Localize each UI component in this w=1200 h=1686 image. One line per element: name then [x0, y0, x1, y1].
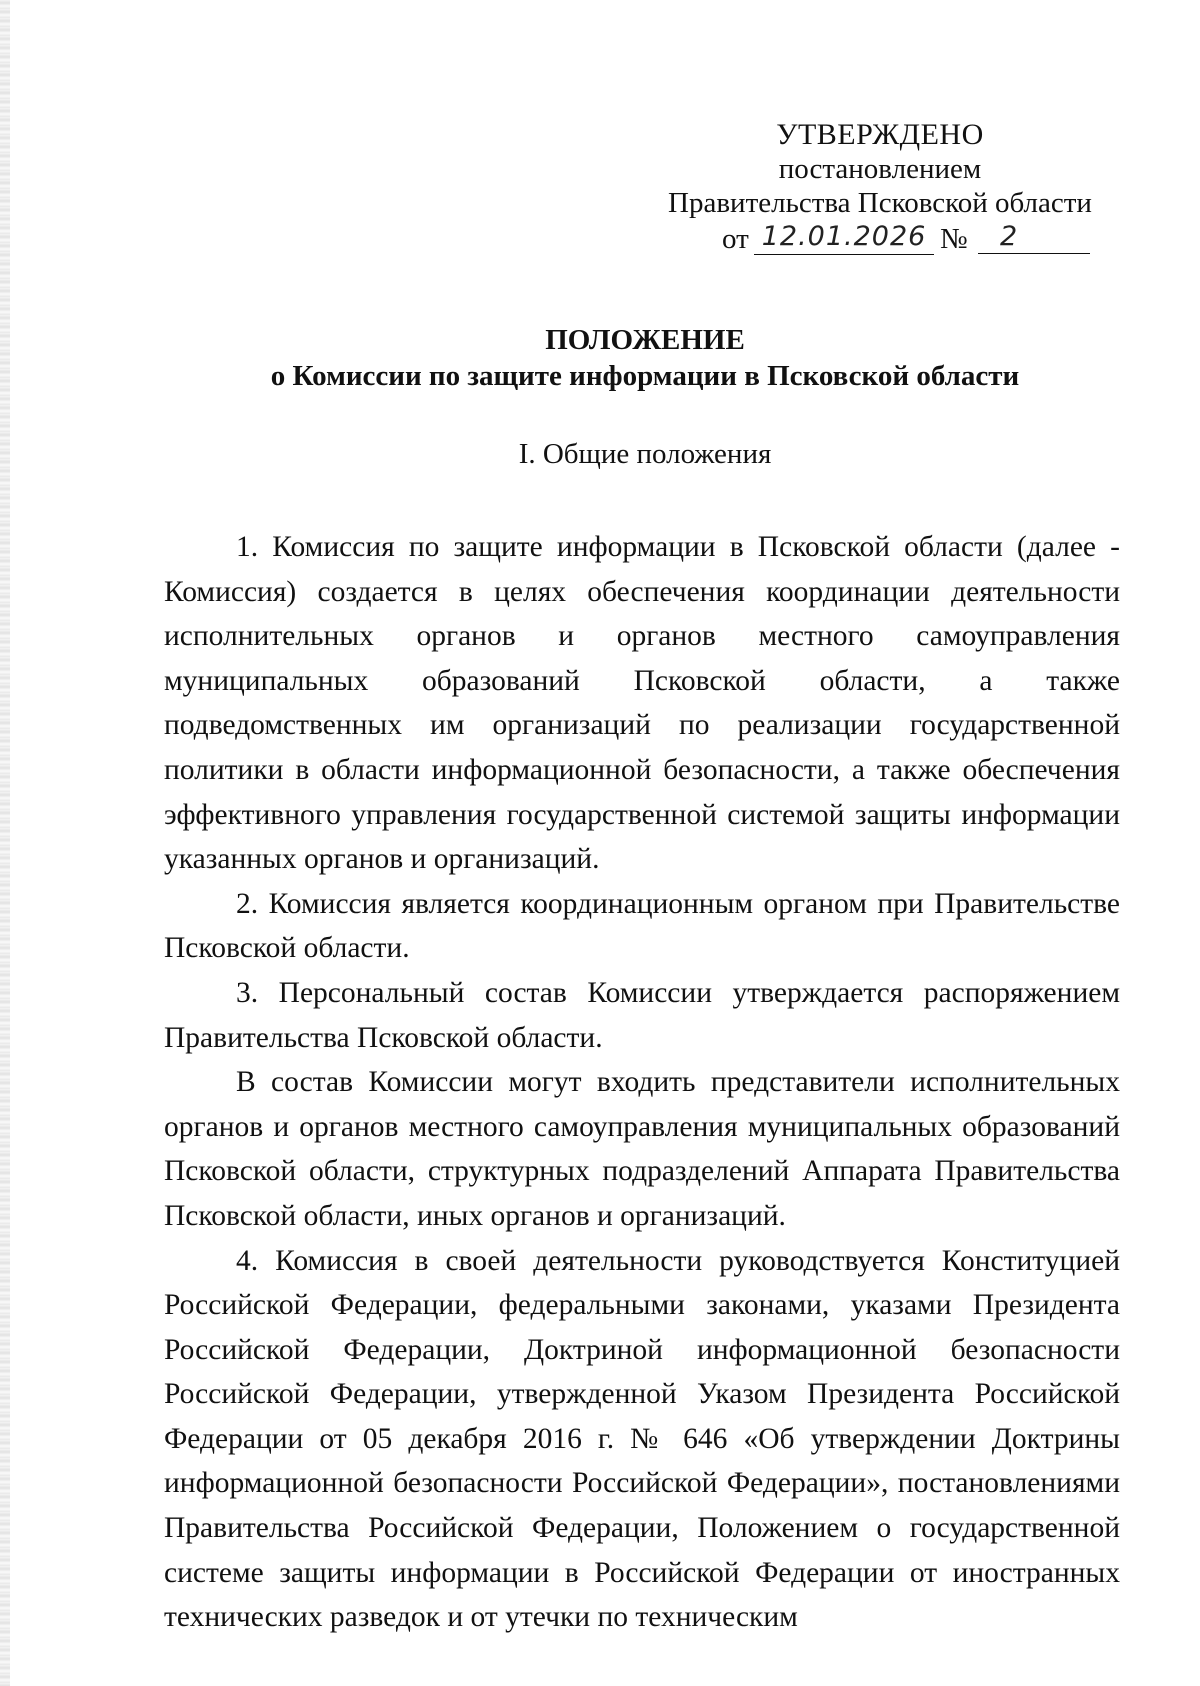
from-label: от: [722, 223, 749, 255]
approved-by-decree: постановлением: [778, 153, 982, 185]
paragraph-4: 4. Комиссия в своей деятельности руководствуется Конституцией Российской Федерации, федеральными законами, указами Президента Российской Федерации, Доктриной информационной безопасности Российской Федерации, утвержденной Указом Президента Российской Федерации от 05 декабря 2016 г. № 646 «Об утверждении Доктрины информационной безопасности Российской Федерации», постановлениями Правительства Российской Федерации, Положением о государственной системе защиты информации в Российской Федерации от иностранных технических разведок и от утечки по техническим: [164, 1244, 1120, 1634]
paragraph-1: 1. Комиссия по защите информации в Псковской области (далее - Комиссия) создается в целях обеспечения координации деятельности исполнительных органов и органов местного самоуправления муниципальных образований Псковской области, а также подведомственных им организаций по реализации государственной политики в области информационной безопасности, а также обеспечения эффективного управления государственной системой защиты информации указанных органов и организаций.: [164, 531, 1120, 876]
scan-edge: [0, 0, 10, 1686]
document-body: [164, 525, 1120, 1640]
decree-date-line: [640, 220, 1120, 262]
title-main: ПОЛОЖЕНИЕ: [545, 324, 745, 356]
paragraph-3-continued: В состав Комиссии могут входить представители исполнительных органов и органов местного самоуправления муниципальных образований Псковской области, структурных подразделений Аппарата Правительства Псковской области, иных органов и организаций.: [164, 1066, 1120, 1232]
approval-block: [640, 118, 1120, 262]
handwritten-number: 2: [978, 220, 1090, 254]
approved-heading: УТВЕРЖДЕНО: [776, 118, 984, 151]
handwritten-date: 12.01.2026: [754, 220, 934, 255]
number-label: №: [940, 223, 968, 255]
title-subtitle: о Комиссии по защите информации в Псковской области: [270, 360, 1020, 392]
document-title: [150, 322, 1140, 394]
paragraph-3: 3. Персональный состав Комиссии утверждается распоряжением Правительства Псковской области.: [164, 976, 1120, 1054]
section-heading: I. Общие положения: [518, 438, 772, 470]
approved-government: Правительства Псковской области: [668, 187, 1092, 219]
paragraph-2: 2. Комиссия является координационным органом при Правительстве Псковской области.: [164, 887, 1120, 965]
